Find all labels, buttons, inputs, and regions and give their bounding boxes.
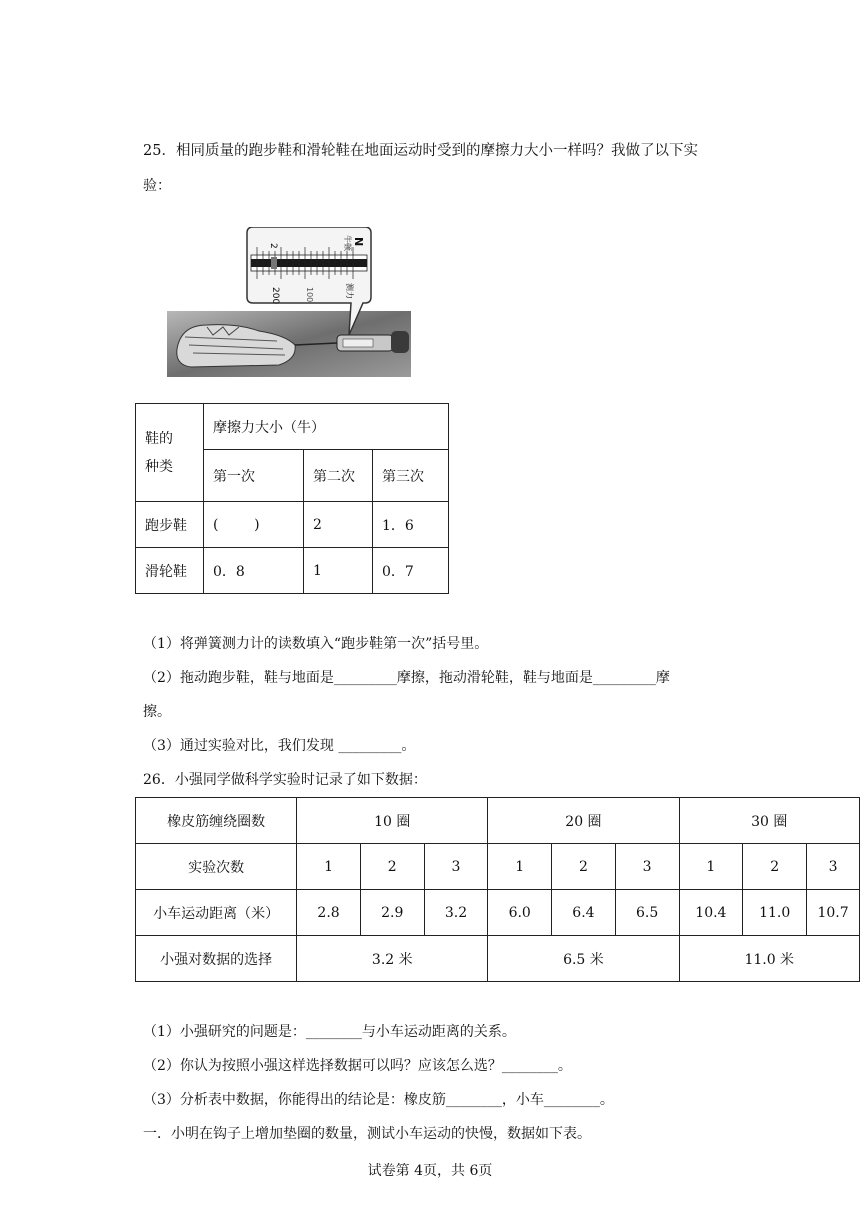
q25-sub2-line2: 擦。 [143, 704, 171, 720]
trial-header-3: 第三次 [373, 450, 449, 502]
distance-cell: 6.0 [488, 890, 552, 936]
row-label-running-shoe: 跑步鞋 [136, 502, 204, 548]
table-cell: 0．7 [373, 548, 449, 594]
choice-cell: 3.2 米 [297, 936, 488, 982]
distance-cell: 11.0 [743, 890, 807, 936]
page-footer: 试卷第 4页，共 6页 [367, 1163, 493, 1179]
answer-blank-cell[interactable]: ( ) [204, 502, 304, 548]
trial-number: 3 [807, 844, 860, 890]
shoe-type-header [136, 404, 204, 502]
trial-header-2: 第二次 [304, 450, 373, 502]
row-label-roller-shoe: 滑轮鞋 [136, 548, 204, 594]
section-one-text: 一．小明在钩子上增加垫圈的数量，测试小车运动的快慢，数据如下表。 [143, 1126, 591, 1142]
choice-cell: 6.5 米 [488, 936, 679, 982]
table-cell: 1．6 [373, 502, 449, 548]
distance-cell: 3.2 [424, 890, 488, 936]
table-cell: 0．8 [204, 548, 304, 594]
q25-stem-line1: 25．相同质量的跑步鞋和滑轮鞋在地面运动时受到的摩擦力大小一样吗？我做了以下实 [143, 143, 698, 159]
trial-number: 3 [424, 844, 488, 890]
table-row [136, 548, 449, 594]
trial-number: 2 [743, 844, 807, 890]
trial-number: 1 [297, 844, 361, 890]
table-cell: 2 [304, 502, 373, 548]
shoe-type-header-line2: 种类 [145, 458, 173, 475]
trial-header-1: 第一次 [204, 450, 304, 502]
table-row [136, 890, 860, 936]
q26-sub1: （1）小强研究的问题是：________与小车运动距离的关系。 [143, 1024, 516, 1040]
scale-label-bottom: 200 [270, 287, 280, 305]
scale-label-top: 2 [268, 243, 278, 249]
choice-label: 小强对数据的选择 [136, 936, 297, 982]
trial-number: 3 [615, 844, 679, 890]
table-cell: 1 [304, 548, 373, 594]
spring-scale-illustration [167, 227, 411, 377]
q26-title: 26．小强同学做科学实验时记录了如下数据： [143, 772, 427, 788]
scale-bar [251, 259, 367, 267]
q25-sub1: （1）将弹簧测力计的读数填入“跑步鞋第一次”括号里。 [143, 636, 489, 652]
turns-label: 橡皮筋缠绕圈数 [136, 798, 297, 844]
trial-number: 2 [552, 844, 616, 890]
rubber-band-table [135, 797, 860, 982]
distance-cell: 2.8 [297, 890, 361, 936]
distance-cell: 6.4 [552, 890, 616, 936]
table-row [136, 936, 860, 982]
scale-unit-label: N [352, 237, 365, 247]
q26-sub3: （3）分析表中数据，你能得出的结论是：橡皮筋________，小车________。 [143, 1092, 614, 1108]
shoe-type-header-line1: 鞋的 [145, 430, 173, 447]
group-20-header: 20 圈 [488, 798, 679, 844]
distance-cell: 10.7 [807, 890, 860, 936]
group-10-header: 10 圈 [297, 798, 488, 844]
friction-table [135, 403, 449, 594]
scale-label-mid: 100 [305, 287, 314, 303]
trial-number: 2 [360, 844, 424, 890]
q26-sub2: （2）你认为按照小强这样选择数据可以吗？应该怎么选？________。 [143, 1058, 572, 1074]
distance-cell: 6.5 [615, 890, 679, 936]
meter-text-2: 测力 [345, 283, 354, 299]
scale-pointer [271, 257, 277, 269]
friction-group-header: 摩擦力大小（牛） [204, 404, 449, 450]
trial-number: 1 [488, 844, 552, 890]
q25-sub2-line1: （2）拖动跑步鞋，鞋与地面是_________摩擦，拖动滑轮鞋，鞋与地面是_________摩 [143, 670, 670, 686]
trial-label: 实验次数 [136, 844, 297, 890]
table-row [136, 502, 449, 548]
trial-number: 1 [679, 844, 743, 890]
meter-text-1: 牛顿 [343, 235, 352, 251]
distance-cell: 2.9 [360, 890, 424, 936]
q25-sub3: （3）通过实验对比，我们发现 _________。 [143, 738, 416, 754]
spring-scale-shoe-figure [167, 227, 411, 377]
distance-label: 小车运动距离（米） [136, 890, 297, 936]
distance-cell: 10.4 [679, 890, 743, 936]
q25-stem-line2: 验： [143, 178, 171, 194]
group-30-header: 30 圈 [679, 798, 860, 844]
choice-cell: 11.0 米 [679, 936, 860, 982]
